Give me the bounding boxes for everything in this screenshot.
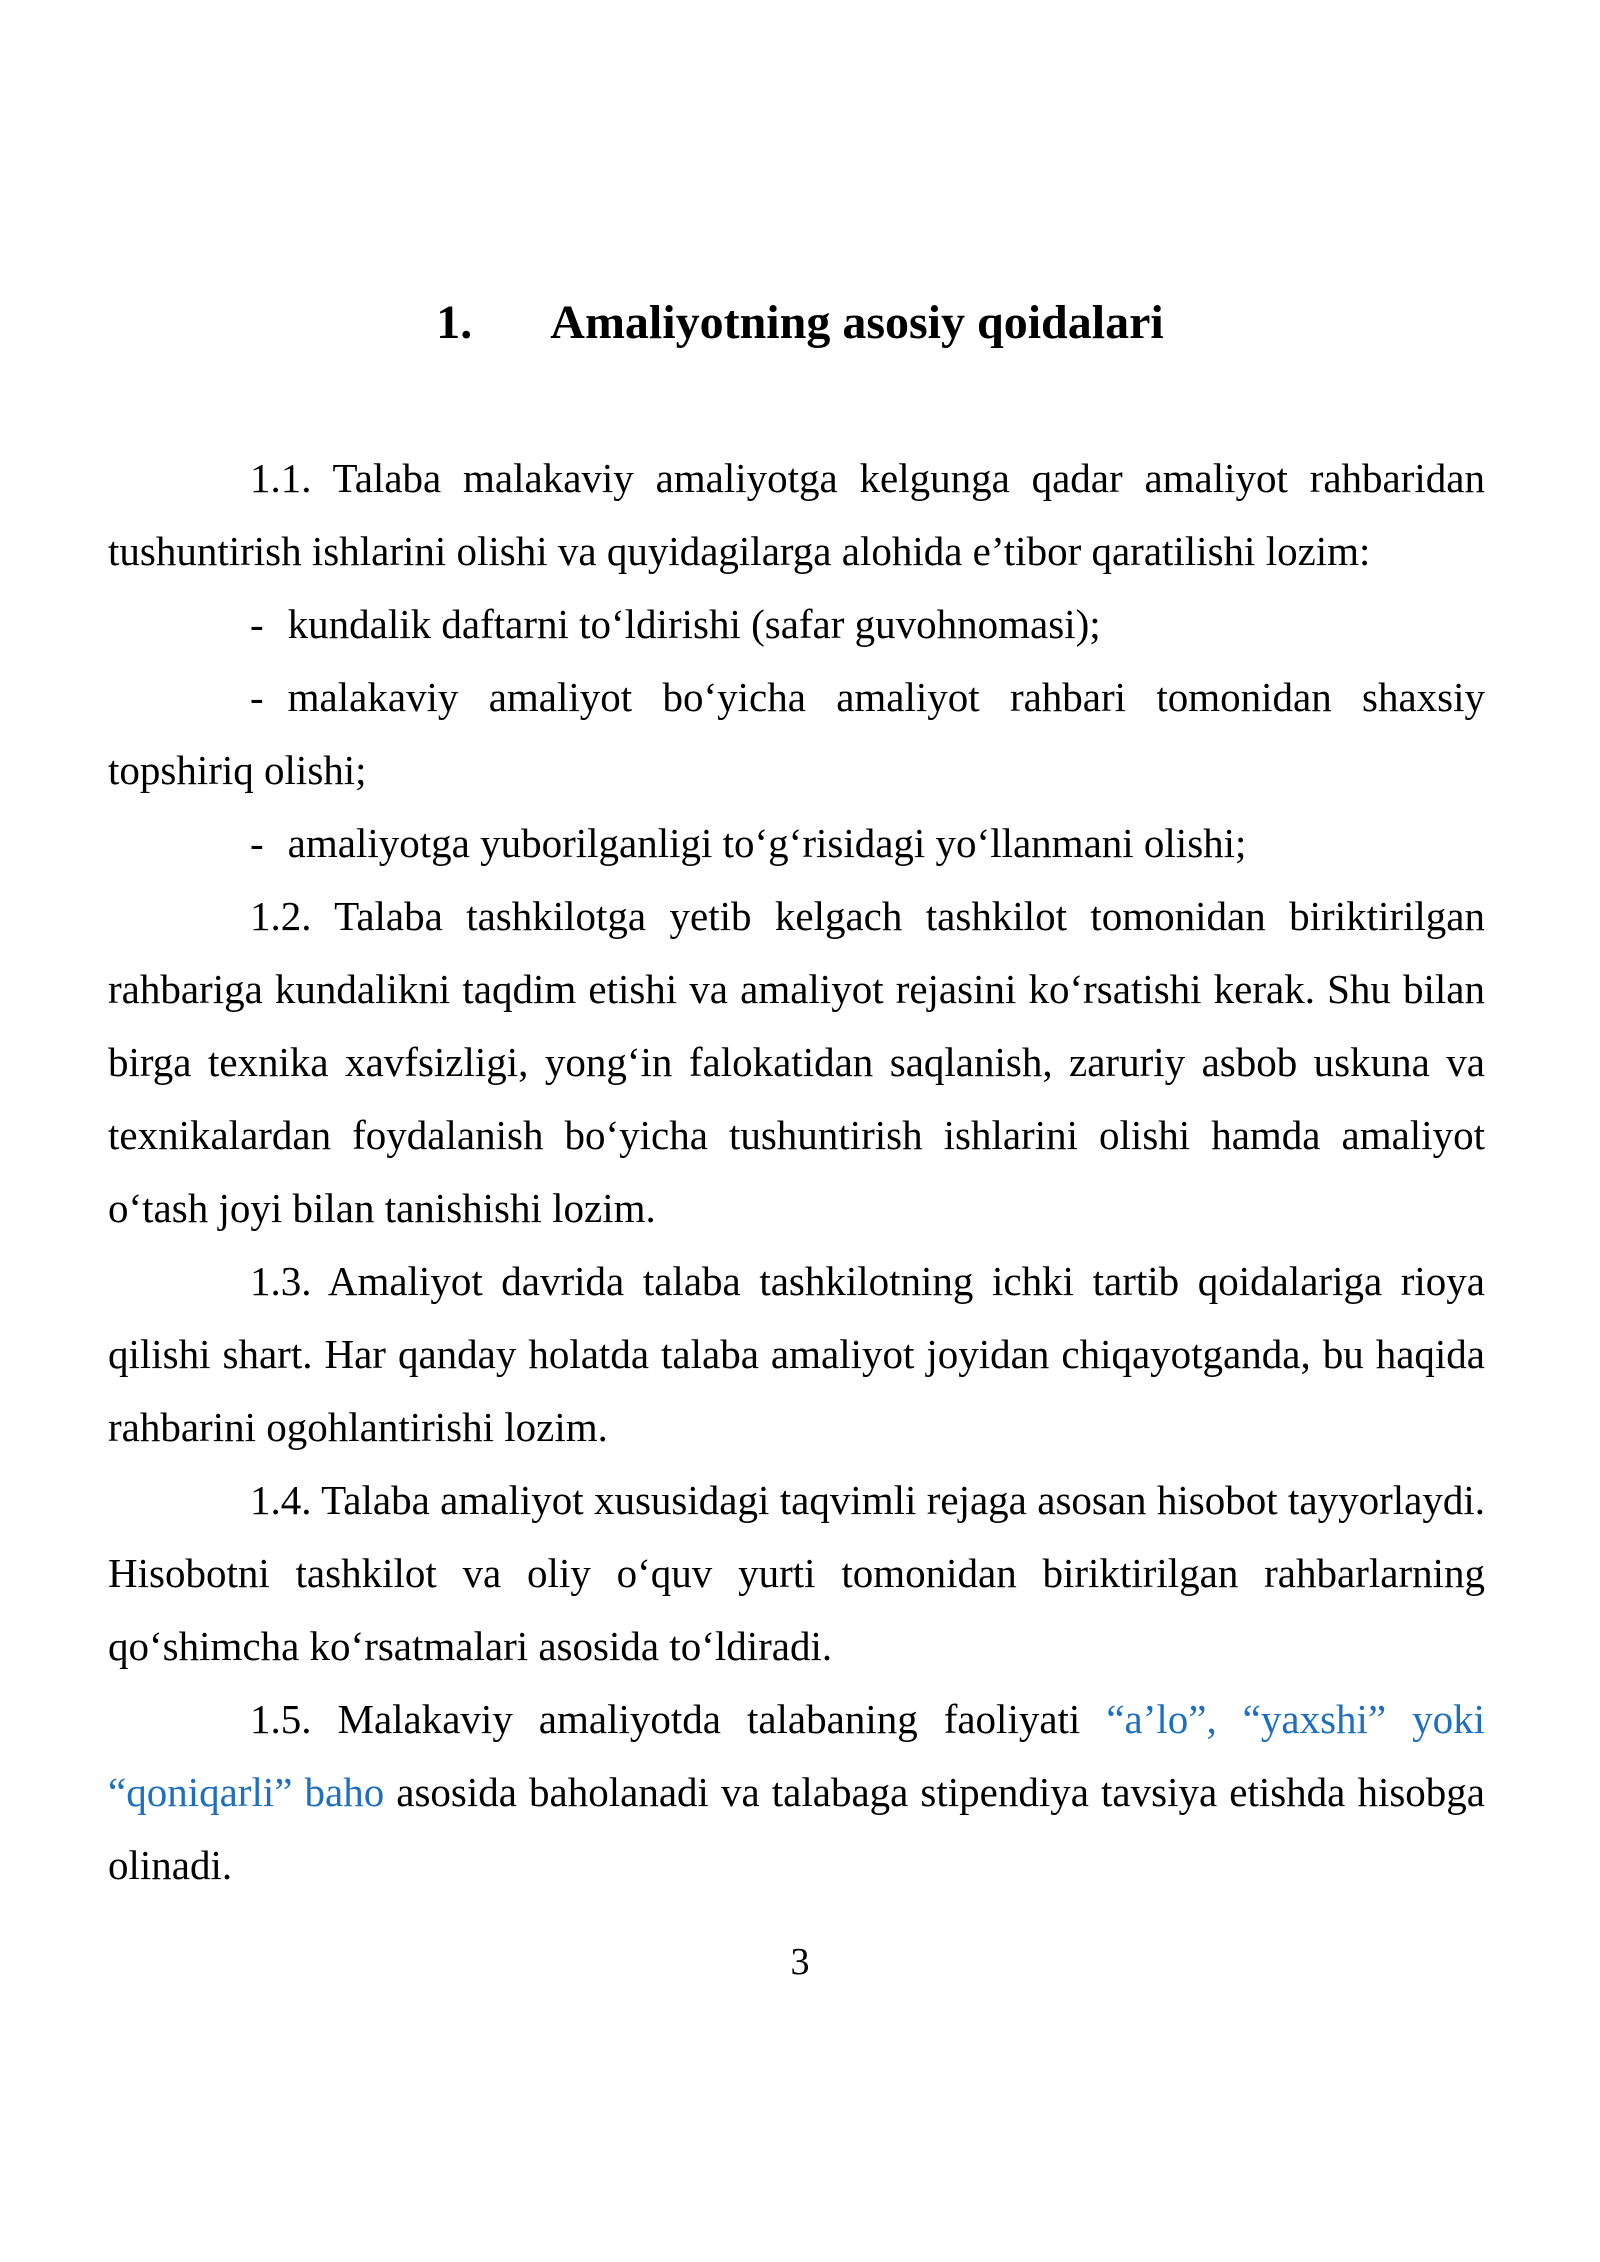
text-run: 1.5. Malakaviy amaliyotda talabaning faoliyati xyxy=(250,1696,1107,1742)
grade-terms-highlight: “a’lo”, “yaxshi” yoki “qoniqarli” baho xyxy=(108,1696,1486,1815)
bullet-dash: - xyxy=(250,601,264,647)
page-number: 3 xyxy=(790,1941,810,1983)
list-item-text: malakaviy amaliyot bo‘yicha amaliyot rahbari tomonidan shaxsiy topshiriq olishi; xyxy=(108,674,1485,793)
list-item xyxy=(108,661,1485,807)
list-item-text: kundalik daftarni to‘ldirishi (safar guvohnomasi); xyxy=(287,601,1101,647)
paragraph-1-3: 1.3. Amaliyot davrida talaba tashkilotning ichki tartib qoidalariga rioya qilishi shart. Har qanday holatda talaba amaliyot joyidan chiqayotganda, bu haqida rahbarini ogohlantirishi lozim. xyxy=(108,1258,1485,1450)
section-number: 1. xyxy=(436,296,473,349)
paragraph-1-4: 1.4. Talaba amaliyot xususidagi taqvimli rejaga asosan hisobot tayyorlaydi. Hisobotni tashkilot va oliy o‘quv yurti tomonidan biriktirilgan rahbarlarning qo‘shimcha ko‘rsatmalari asosida to‘ldiradi. xyxy=(108,1477,1485,1669)
text-run: asosida baholanadi va talabaga stipendiya tavsiya etishda hisobga olinadi. xyxy=(108,1769,1485,1888)
list-item-text: amaliyotga yuborilganligi to‘g‘risidagi yo‘llanmani olishi; xyxy=(287,820,1247,866)
paragraph-1-1: 1.1. Talaba malakaviy amaliyotga kelgunga qadar amaliyot rahbaridan tushuntirish ishlarini olishi va quyidagilarga alohida e’tibor qaratilishi lozim: xyxy=(108,455,1485,574)
paragraph-1-2: 1.2. Talaba tashkilotga yetib kelgach tashkilot tomonidan biriktirilgan rahbariga kundalikni taqdim etishi va amaliyot rejasini ko‘rsatishi kerak. Shu bilan birga texnika xavfsizligi, yong‘in falokatidan saqlanish, zaruriy asbob uskuna va texnikalardan foydalanish bo‘yicha tushuntirish ishlarini olishi hamda amaliyot o‘tash joyi bilan tanishishi lozim. xyxy=(108,893,1485,1231)
section-title-text: Amaliyotning asosiy qoidalari xyxy=(550,296,1164,349)
list-item xyxy=(108,588,1485,661)
bullet-dash: - xyxy=(250,820,264,866)
list-item xyxy=(108,807,1485,880)
paragraph-1-5 xyxy=(108,1683,1485,1902)
bullet-dash: - xyxy=(250,674,264,720)
document-body xyxy=(108,442,1485,1902)
section-title xyxy=(0,292,1600,354)
